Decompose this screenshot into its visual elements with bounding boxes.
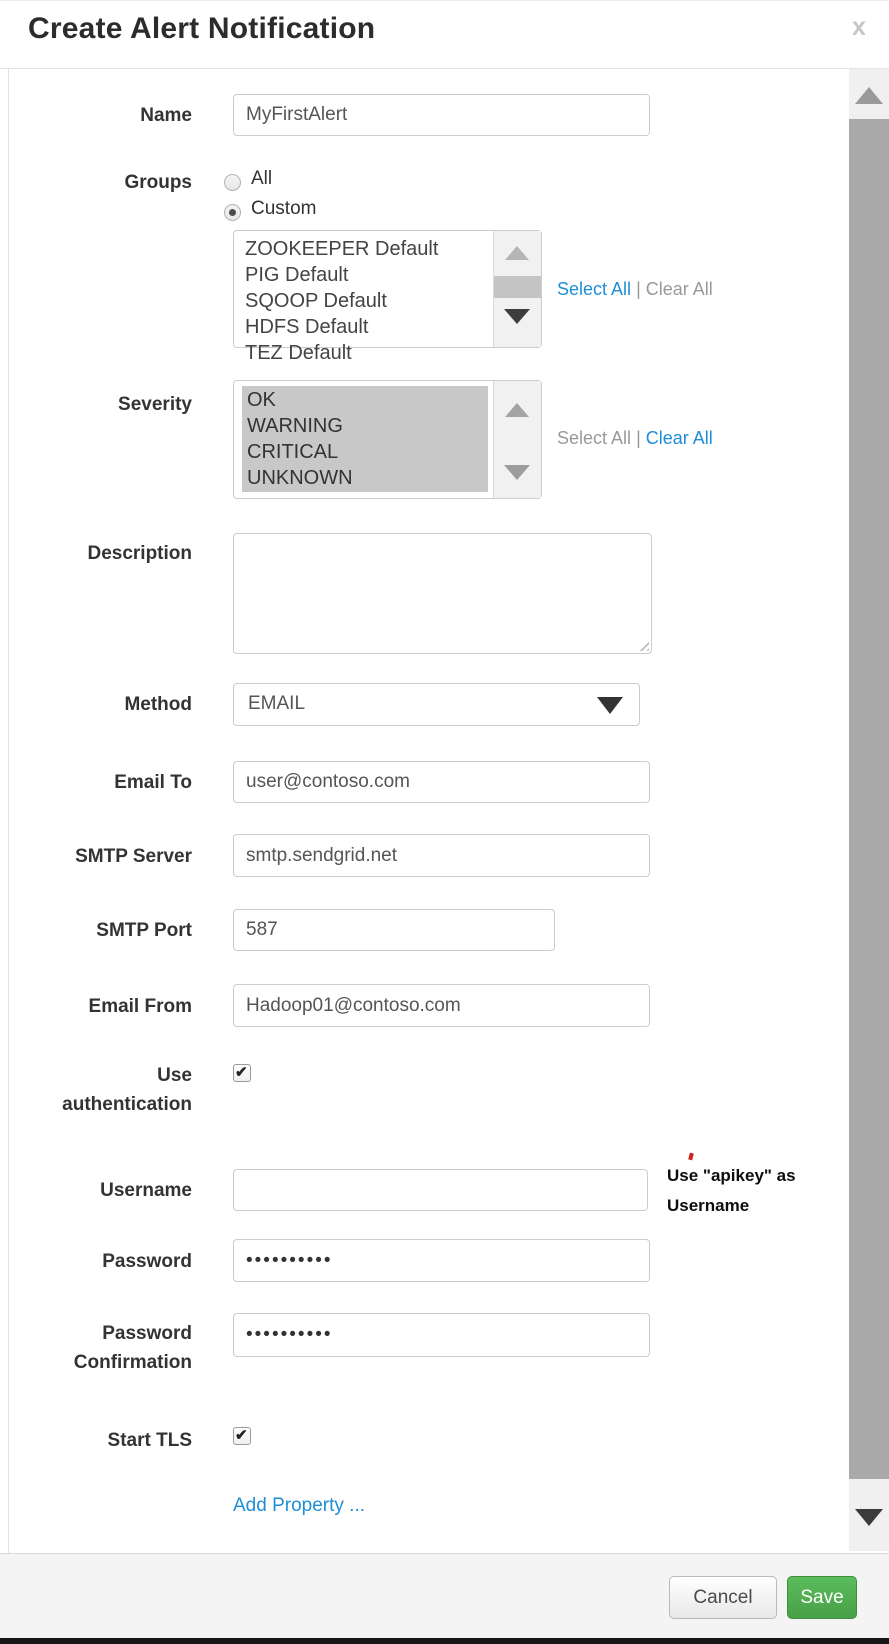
link-divider: |	[636, 279, 641, 299]
severity-links	[557, 427, 713, 449]
email-from-label: Email From	[88, 996, 192, 1017]
dialog-title: Create Alert Notification	[28, 12, 376, 45]
dialog-scrollbar-thumb[interactable]	[849, 119, 889, 1479]
groups-label: Groups	[124, 172, 192, 193]
groups-list-scrollbar[interactable]	[493, 231, 541, 347]
severity-selected-items	[242, 386, 488, 492]
severity-select-all-link[interactable]: Select All	[557, 428, 632, 448]
severity-label: Severity	[118, 394, 192, 415]
close-icon[interactable]: x	[852, 13, 866, 41]
chevron-down-icon	[597, 697, 623, 714]
username-annotation-line1: Use "apikey" as	[667, 1166, 796, 1185]
scrollbar-down-icon[interactable]	[855, 1509, 883, 1526]
groups-listbox[interactable]	[233, 230, 542, 364]
password-input[interactable]	[233, 1239, 650, 1282]
smtp-port-label: SMTP Port	[96, 920, 192, 941]
scrollbar-up-icon[interactable]	[855, 87, 883, 104]
smtp-port-input[interactable]	[233, 909, 555, 951]
list-item-selected[interactable]: UNKNOWN	[247, 467, 353, 489]
scroll-up-icon[interactable]	[505, 403, 529, 417]
password-confirmation-label-line1: Password	[102, 1323, 192, 1344]
start-tls-checkbox[interactable]	[233, 1427, 251, 1445]
groups-custom-radio-label[interactable]: Custom	[251, 198, 317, 219]
add-property-link[interactable]: Add Property ...	[233, 1495, 366, 1516]
username-input[interactable]	[233, 1169, 648, 1211]
list-item[interactable]: TEZ Default	[245, 342, 352, 364]
description-textarea[interactable]	[233, 533, 652, 654]
list-item[interactable]: SQOOP Default	[245, 290, 387, 312]
list-item[interactable]: HDFS Default	[245, 316, 369, 338]
scroll-up-icon[interactable]	[505, 246, 529, 260]
smtp-server-label: SMTP Server	[75, 846, 192, 867]
use-authentication-label-line1: Use	[157, 1065, 192, 1086]
link-divider: |	[636, 428, 641, 448]
list-item[interactable]: PIG Default	[245, 264, 349, 286]
screenshot-bottom-edge	[0, 1638, 889, 1644]
groups-links	[557, 278, 713, 300]
name-label: Name	[140, 105, 192, 126]
scroll-down-icon[interactable]	[504, 309, 530, 324]
email-from-input[interactable]	[233, 984, 650, 1027]
groups-list-items	[234, 231, 492, 364]
smtp-server-input[interactable]	[233, 834, 650, 877]
scroll-thumb[interactable]	[494, 276, 541, 298]
dialog-footer	[0, 1553, 889, 1638]
username-annotation	[667, 1161, 796, 1221]
dialog-left-border	[8, 1, 9, 1553]
severity-list-scrollbar[interactable]	[493, 381, 541, 498]
method-select[interactable]	[233, 683, 640, 726]
groups-all-radio[interactable]	[224, 174, 241, 191]
list-item-selected[interactable]: CRITICAL	[247, 441, 339, 463]
email-to-input[interactable]	[233, 761, 650, 803]
list-item[interactable]: ZOOKEEPER Default	[245, 238, 439, 260]
password-confirmation-input[interactable]	[233, 1313, 650, 1357]
description-label: Description	[87, 543, 192, 564]
groups-all-radio-label[interactable]: All	[251, 168, 273, 189]
name-input[interactable]	[233, 94, 650, 136]
scroll-down-icon[interactable]	[504, 465, 530, 480]
groups-clear-all-link[interactable]: Clear All	[645, 279, 713, 299]
list-item-selected[interactable]: OK	[247, 389, 276, 411]
cancel-button[interactable]: Cancel	[669, 1576, 777, 1619]
list-item-selected[interactable]: WARNING	[247, 415, 343, 437]
username-annotation-line2: Username	[667, 1196, 750, 1215]
groups-custom-radio[interactable]	[224, 204, 241, 221]
dialog-header	[0, 1, 889, 69]
method-label: Method	[124, 694, 192, 715]
groups-select-all-link[interactable]: Select All	[557, 279, 632, 299]
password-label: Password	[102, 1251, 192, 1272]
username-label: Username	[100, 1180, 192, 1201]
severity-listbox[interactable]	[233, 380, 542, 499]
start-tls-label: Start TLS	[107, 1430, 192, 1451]
password-confirmation-label-line2: Confirmation	[73, 1352, 192, 1373]
method-selected-value: EMAIL	[248, 693, 306, 714]
save-button[interactable]: Save	[787, 1576, 857, 1619]
annotation-mark	[688, 1153, 694, 1161]
use-authentication-label-line2: authentication	[62, 1094, 192, 1115]
use-authentication-checkbox[interactable]	[233, 1064, 251, 1082]
severity-clear-all-link[interactable]: Clear All	[645, 428, 713, 448]
email-to-label: Email To	[114, 772, 192, 793]
